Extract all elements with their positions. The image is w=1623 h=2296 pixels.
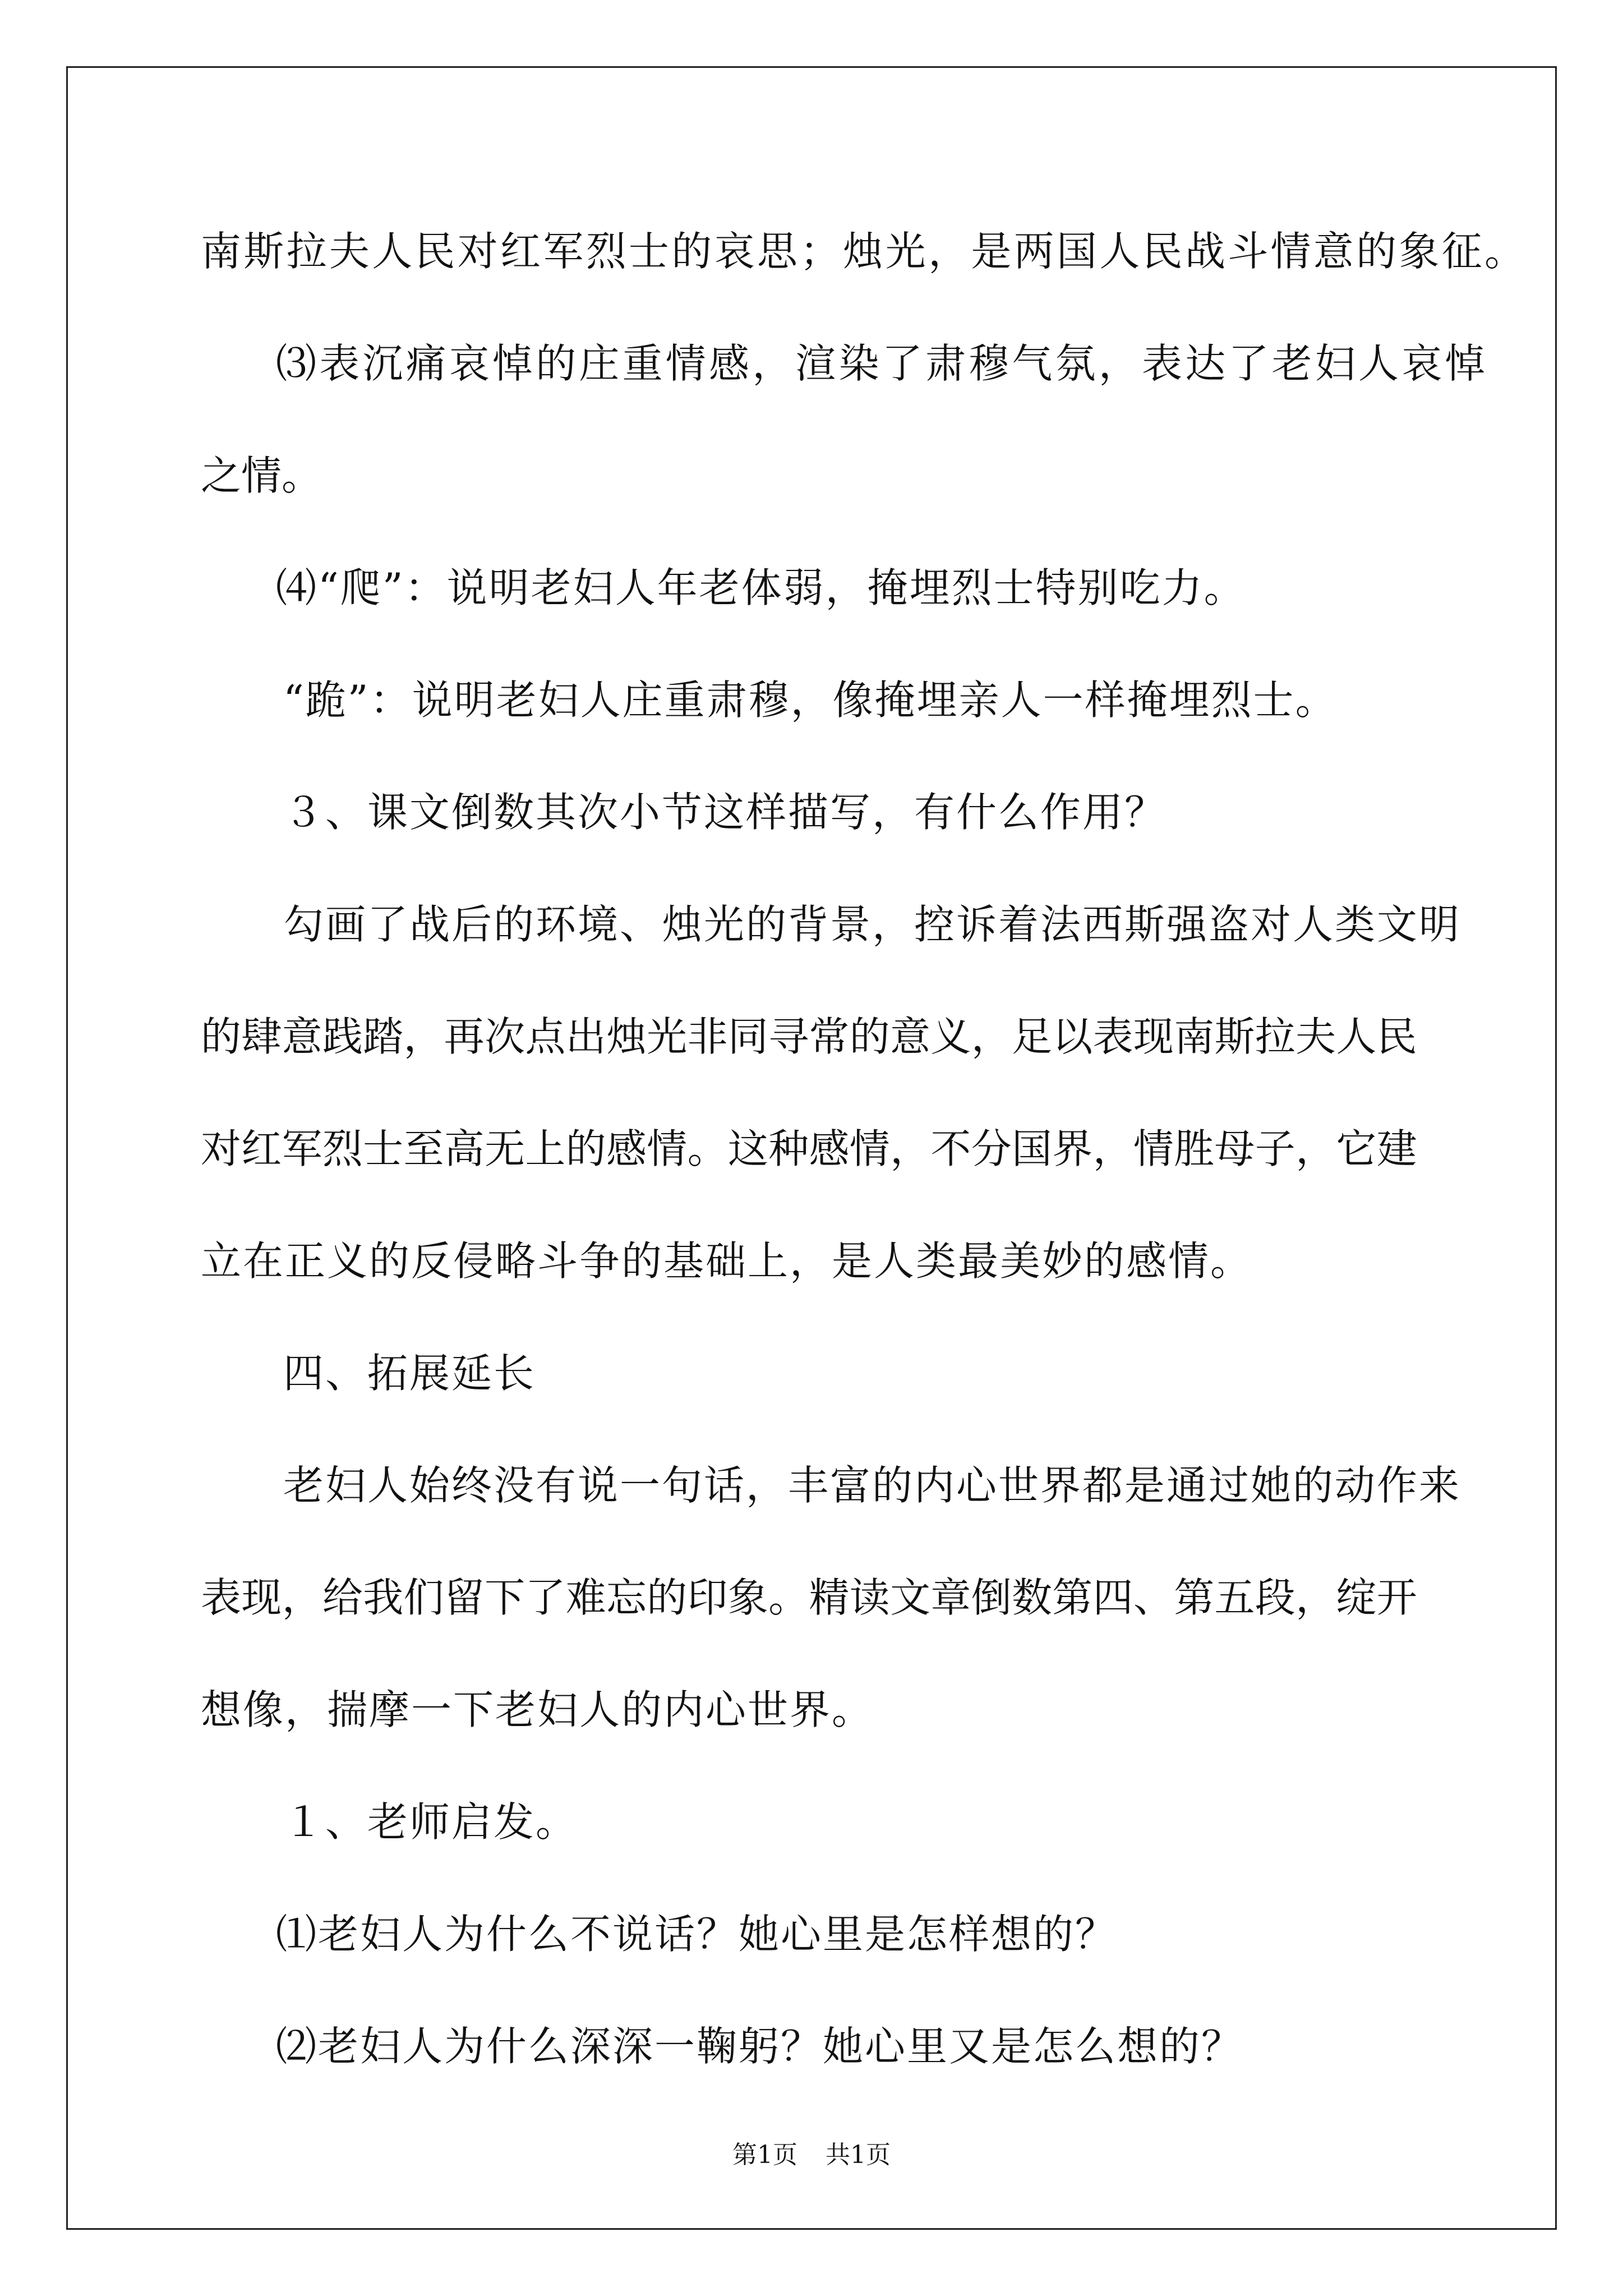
body-line-4: ⑷“爬”：说明老妇人年老体弱，掩埋烈士特别吃力。 (276, 564, 1246, 611)
body-line-16: ⑴老妇人为什么不说话？她心里是怎样想的？ (276, 1911, 1118, 1958)
page-footer (0, 2143, 1623, 2168)
body-line-12: 老妇人始终没有说一句话，丰富的内心世界都是通过她的动作来 (283, 1462, 1461, 1509)
body-line-5: “跪”：说明老妇人庄重肃穆，像掩埋亲人一样掩埋烈士。 (283, 677, 1338, 724)
body-line-9: 对红军烈士至高无上的感情。这种感情，不分国界，情胜母子，它建 (201, 1125, 1418, 1172)
body-line-8: 的肆意践踏，再次点出烛光非同寻常的意义，足以表现南斯拉夫人民 (201, 1013, 1418, 1060)
page-total: 共1页 (826, 2141, 891, 2169)
body-line-2: ⑶表沉痛哀悼的庄重情感，渲染了肃穆气氛，表达了老妇人哀悼 (276, 340, 1488, 387)
body-line-15: １、老师启发。 (283, 1798, 578, 1846)
page-number: 第1页 (732, 2141, 797, 2169)
body-line-17: ⑵老妇人为什么深深一鞠躬？她心里又是怎么想的？ (276, 2023, 1244, 2070)
body-line-6: ３、课文倒数其次小节这样描写，有什么作用？ (283, 789, 1167, 836)
body-line-7: 勾画了战后的环境、烛光的背景，控诉着法西斯强盗对人类文明 (283, 901, 1461, 948)
body-line-3: 之情。 (201, 452, 322, 499)
section-heading: 四、拓展延长 (283, 1350, 536, 1397)
body-line-14: 想像，揣摩一下老妇人的内心世界。 (201, 1686, 874, 1733)
body-line-13: 表现，给我们留下了难忘的印象。精读文章倒数第四、第五段，绽开 (201, 1574, 1418, 1621)
body-line-10: 立在正义的反侵略斗争的基础上，是人类最美妙的感情。 (201, 1237, 1253, 1285)
body-line-1: 南斯拉夫人民对红军烈士的哀思；烛光，是两国人民战斗情意的象征。 (201, 228, 1528, 275)
